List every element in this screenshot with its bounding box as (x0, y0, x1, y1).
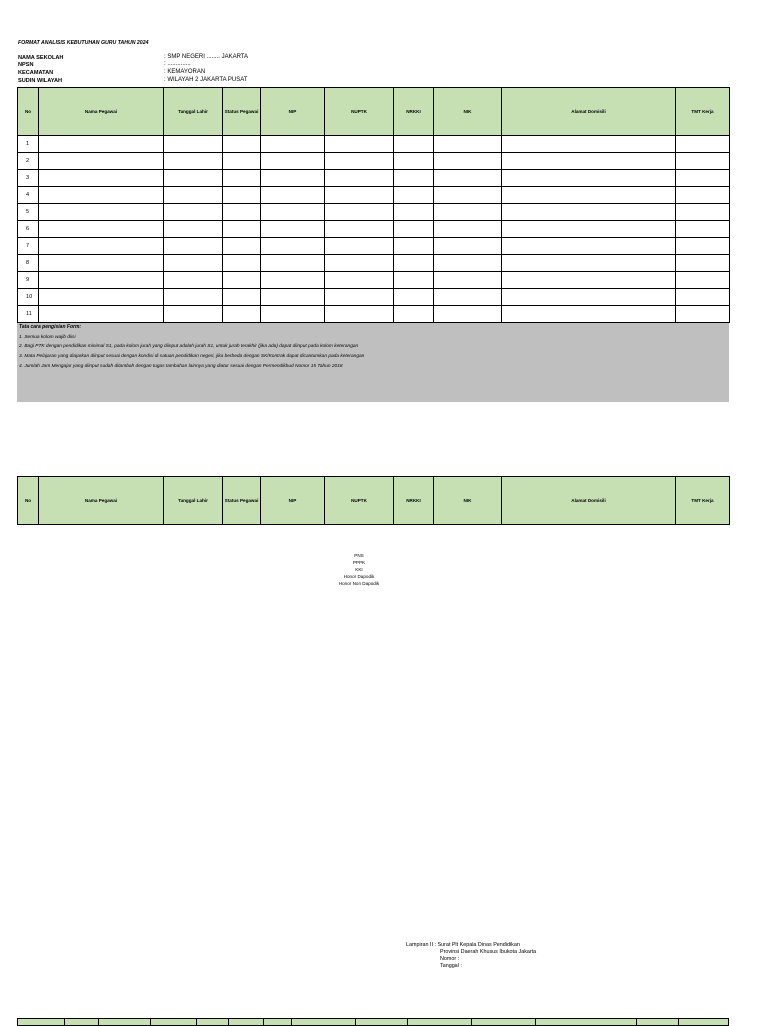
column-header-no: No (18, 477, 39, 525)
next-page-table-header (17, 1018, 729, 1026)
column-header-nuptk: NUPTK (325, 88, 394, 136)
table-cell (39, 136, 164, 153)
table-cell (39, 221, 164, 238)
table-cell (502, 221, 676, 238)
table-cell (502, 255, 676, 272)
status-option: PPPK (352, 560, 366, 565)
attachment-note (406, 942, 536, 970)
table-cell (261, 238, 325, 255)
table-cell (39, 306, 164, 323)
table-cell (434, 170, 502, 187)
table-cell (39, 170, 164, 187)
column-header-status: Status Pegawai (223, 477, 261, 525)
status-option: Honor Dapodik (343, 574, 375, 579)
column-header-nrkki: NRKKI (394, 477, 434, 525)
table-cell (164, 272, 223, 289)
table-cell (676, 187, 730, 204)
row-number: 4 (18, 187, 39, 204)
attachment-line: Provinsi Daerah Khusus Ibukota Jakarta (440, 949, 537, 955)
table-cell (394, 187, 434, 204)
table-cell (325, 153, 394, 170)
table-cell (261, 221, 325, 238)
column-header-nama: Nama Pegawai (39, 88, 164, 136)
table-cell (164, 306, 223, 323)
column-header-no: No (18, 88, 39, 136)
table-cell (434, 136, 502, 153)
instruction-item: 1. Semua kolom wajib diisi (19, 335, 76, 340)
table-cell (164, 204, 223, 221)
table-cell (676, 306, 730, 323)
row-number: 2 (18, 153, 39, 170)
table-cell (164, 221, 223, 238)
row-number: 6 (18, 221, 39, 238)
table-cell (502, 153, 676, 170)
document-title: FORMAT ANALISIS KEBUTUHAN GURU TAHUN 2024 (18, 40, 149, 46)
status-options-list (284, 552, 434, 587)
row-number: 11 (18, 306, 39, 323)
table-cell (325, 136, 394, 153)
table-cell (434, 272, 502, 289)
table-cell (434, 306, 502, 323)
table-cell (39, 289, 164, 306)
table-header-row (18, 477, 730, 525)
table-cell (325, 255, 394, 272)
table-cell (325, 204, 394, 221)
table-row (18, 306, 730, 323)
row-number: 3 (18, 170, 39, 187)
column-header-nip: NIP (261, 477, 325, 525)
table-cell (261, 289, 325, 306)
table-row (18, 255, 730, 272)
table-cell (434, 221, 502, 238)
table-cell (164, 153, 223, 170)
table-cell (502, 136, 676, 153)
employee-table (17, 87, 730, 323)
table-cell (502, 187, 676, 204)
table-cell (502, 289, 676, 306)
table-cell (325, 187, 394, 204)
table-cell (502, 204, 676, 221)
table-row (18, 136, 730, 153)
table-body (18, 136, 730, 323)
table-row (18, 187, 730, 204)
attachment-line: Lampiran II : Surat Plt Kepala Dinas Pendidikan (406, 942, 520, 948)
table-cell (325, 306, 394, 323)
column-header-alamat: Alamat Domisili (502, 477, 676, 525)
table-cell (223, 221, 261, 238)
column-header-nuptk: NUPTK (325, 477, 394, 525)
table-cell (223, 136, 261, 153)
table-cell (261, 187, 325, 204)
row-number: 1 (18, 136, 39, 153)
employee-table-header-copy (17, 476, 730, 525)
table-cell (261, 170, 325, 187)
table-cell (394, 136, 434, 153)
table-row (18, 170, 730, 187)
row-number: 9 (18, 272, 39, 289)
status-option: KKI (355, 567, 363, 572)
table-cell (223, 153, 261, 170)
table-cell (164, 289, 223, 306)
row-number: 10 (18, 289, 39, 306)
table-cell (394, 272, 434, 289)
column-header-nama: Nama Pegawai (39, 477, 164, 525)
instruction-item: 3. Mata Pelajaran yang diajarkan diinput sesuai dengan kondisi di satuan pendidikan negeri, jika berbeda dengan SK/Kontrak dapat dicantumkan pada keterangan (19, 354, 365, 359)
table-cell (39, 187, 164, 204)
info-value-npsn: : .............. (164, 61, 191, 67)
table-header-row (18, 88, 730, 136)
attachment-line: Tanggal : (440, 963, 462, 969)
table-cell (39, 204, 164, 221)
table-cell (676, 153, 730, 170)
column-header-tmt: TMT Kerja (676, 88, 730, 136)
table-cell (676, 136, 730, 153)
table-cell (325, 170, 394, 187)
table-cell (261, 136, 325, 153)
table-cell (223, 306, 261, 323)
status-option: Honor Non Dapodik (338, 581, 380, 586)
attachment-line: Nomor : (440, 956, 460, 962)
table-cell (325, 272, 394, 289)
column-header-nip: NIP (261, 88, 325, 136)
info-value-kecamatan: : KEMAYORAN (164, 69, 206, 75)
table-cell (434, 153, 502, 170)
table-cell (164, 136, 223, 153)
table-cell (164, 170, 223, 187)
table-row (18, 221, 730, 238)
table-cell (676, 238, 730, 255)
table-cell (394, 204, 434, 221)
instructions-heading: Tata cara pengisian Form: (19, 324, 82, 330)
table-cell (164, 255, 223, 272)
table-cell (261, 204, 325, 221)
table-cell (223, 204, 261, 221)
table-cell (394, 170, 434, 187)
table-cell (261, 153, 325, 170)
table-cell (394, 306, 434, 323)
table-cell (434, 187, 502, 204)
table-cell (676, 289, 730, 306)
table-cell (676, 255, 730, 272)
row-number: 7 (18, 238, 39, 255)
info-label-kecamatan: KECAMATAN (18, 70, 54, 76)
table-cell (223, 170, 261, 187)
table-cell (261, 255, 325, 272)
table-cell (502, 306, 676, 323)
table-row (18, 272, 730, 289)
table-cell (434, 289, 502, 306)
column-header-tmt: TMT Kerja (676, 477, 730, 525)
column-header-nik: NIK (434, 88, 502, 136)
table-cell (223, 272, 261, 289)
table-cell (502, 170, 676, 187)
table-cell (325, 238, 394, 255)
instruction-item: 4. Jumlah Jam Mengajar yang diinput sudah ditambah dengan tugas tambahan lainnya yang diatur sesuai dengan Permendikbud Nomor 15 Tahun 2018 (19, 364, 343, 369)
info-value-school: : SMP NEGERI ........ JAKARTA (164, 54, 249, 60)
table-cell (223, 255, 261, 272)
table-cell (394, 255, 434, 272)
table-cell (39, 238, 164, 255)
status-option: PNS (354, 553, 364, 558)
table-cell (676, 204, 730, 221)
info-label-school: NAMA SEKOLAH (18, 55, 64, 61)
column-header-nrkki: NRKKI (394, 88, 434, 136)
info-value-sudin: : WILAYAH 2 JAKARTA PUSAT (164, 77, 248, 83)
column-header-tanggal-lahir: Tanggal Lahir (164, 88, 223, 136)
column-header-nik: NIK (434, 477, 502, 525)
table-cell (261, 306, 325, 323)
table-cell (223, 238, 261, 255)
table-cell (39, 255, 164, 272)
column-header-tanggal-lahir: Tanggal Lahir (164, 477, 223, 525)
table-cell (434, 238, 502, 255)
table-cell (325, 221, 394, 238)
table-row (18, 238, 730, 255)
row-number: 8 (18, 255, 39, 272)
table-row (18, 204, 730, 221)
table-cell (223, 289, 261, 306)
table-cell (261, 272, 325, 289)
table-cell (164, 238, 223, 255)
table-row (18, 289, 730, 306)
table-cell (676, 170, 730, 187)
table-cell (676, 221, 730, 238)
table-cell (502, 238, 676, 255)
table-cell (434, 204, 502, 221)
table-cell (39, 153, 164, 170)
table-row (18, 153, 730, 170)
table-cell (394, 153, 434, 170)
column-header-status: Status Pegawai (223, 88, 261, 136)
table-cell (502, 272, 676, 289)
table-cell (325, 289, 394, 306)
filling-instructions (17, 323, 729, 402)
row-number: 5 (18, 204, 39, 221)
table-cell (394, 289, 434, 306)
column-header-alamat: Alamat Domisili (502, 88, 676, 136)
table-cell (394, 238, 434, 255)
instruction-item: 2. Bagi PTK dengan pendidikan minimal S1, pada kolom jurah yang diinput adalah jurah S1, untuk jurah terakhir (jika ada) dapat diinput pada kolom keterangan (19, 344, 359, 349)
table-cell (434, 255, 502, 272)
table-cell (164, 187, 223, 204)
table-cell (676, 272, 730, 289)
info-label-npsn: NPSN (18, 62, 34, 68)
table-cell (39, 272, 164, 289)
table-cell (223, 187, 261, 204)
table-cell (394, 221, 434, 238)
info-label-sudin: SUDIN WILAYAH (18, 78, 63, 84)
